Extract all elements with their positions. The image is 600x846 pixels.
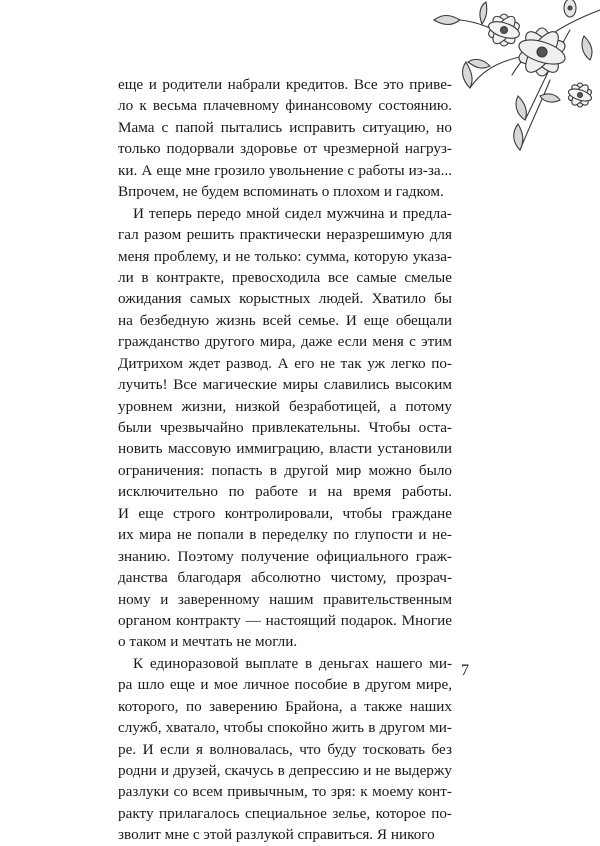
page-number: 7 bbox=[461, 662, 469, 679]
text-line: ло к весьма плачевному финансовому состоянию. bbox=[118, 97, 452, 115]
text-line: уровнем жизни, низкой безработицей, а потому bbox=[118, 397, 452, 415]
text-line: о таком и мечтать не могли. bbox=[118, 633, 298, 651]
text-line: были чрезвычайно привлекательны. Чтобы оста- bbox=[118, 419, 452, 436]
paragraph bbox=[118, 74, 452, 203]
text-line: их мира не попали в переделку по глупости и не- bbox=[118, 526, 452, 544]
text-line: К единоразовой выплате в деньгах нашего ми- bbox=[133, 654, 452, 672]
text-line: ре. И если я волновалась, что буду тосковать без bbox=[118, 740, 452, 758]
text-line: И теперь передо мной сидел мужчина и предла- bbox=[133, 204, 452, 222]
text-line: Дитрихом ждет развод. А его не так уж легко по- bbox=[118, 354, 452, 372]
text-line: исключительно по работе и на время работы. bbox=[118, 483, 452, 501]
text-line: гал разом решить практически неразрешимую для bbox=[118, 226, 452, 244]
text-line: ограничения: попасть в другой мир можно было bbox=[118, 461, 452, 479]
text-line: меня проблему, и не только: сумма, которую указа- bbox=[118, 247, 452, 265]
text-line: новить массовую иммиграцию, власти установили bbox=[118, 440, 452, 458]
text-line: которого, по заверению Брайона, а также наших bbox=[118, 697, 452, 715]
body-text bbox=[118, 74, 452, 846]
text-line: ному и заверенному нашим правительственным bbox=[118, 590, 452, 608]
text-line: данства благодаря абсолютно чистому, прозрач- bbox=[118, 569, 452, 587]
text-line: ра шло еще и мое личное пособие в другом мире, bbox=[118, 676, 452, 694]
paragraph bbox=[118, 653, 452, 846]
text-line: лучить! Все магические миры славились высоким bbox=[118, 376, 452, 394]
text-line: Впрочем, не будем вспоминать о плохом и гадком. bbox=[118, 183, 444, 201]
text-line: органом контракту — настоящий подарок. Многие bbox=[118, 611, 452, 629]
text-line: ракту прилагалось специальное зелье, которое по- bbox=[118, 804, 452, 822]
text-line: ли в контракте, превосходила все самые смелые bbox=[118, 268, 452, 286]
text-line: Мама с папой пытались исправить ситуацию, но bbox=[118, 118, 452, 136]
text-line: разлуки со всем привычным, то зря: к моему конт- bbox=[118, 783, 452, 801]
text-line: еще и родители набрали кредитов. Все это приве- bbox=[118, 76, 452, 93]
text-line: на безбедную жизнь всей семье. И еще обещали bbox=[118, 311, 452, 329]
text-line: И еще строго контролировали, чтобы граждане bbox=[118, 504, 452, 522]
text-line: ожидания самых корыстных людей. Хватило бы bbox=[118, 290, 452, 308]
text-line: ки. А еще мне грозило увольнение с работы из-за... bbox=[118, 161, 452, 179]
text-line: знанию. Поэтому получение официального граж- bbox=[118, 547, 452, 565]
text-line: гражданство другого мира, даже если меня с этим bbox=[118, 333, 452, 351]
paragraph bbox=[118, 203, 452, 653]
text-line: служб, хватало, чтобы спокойно жить в другом ми- bbox=[118, 719, 452, 737]
text-line: только подорвали здоровье от чрезмерной нагруз- bbox=[118, 140, 452, 158]
text-line: зволит мне с этой разлукой справиться. Я никого bbox=[118, 826, 435, 844]
text-line: родни и друзей, скачусь в депрессию и не выдержу bbox=[118, 762, 452, 779]
